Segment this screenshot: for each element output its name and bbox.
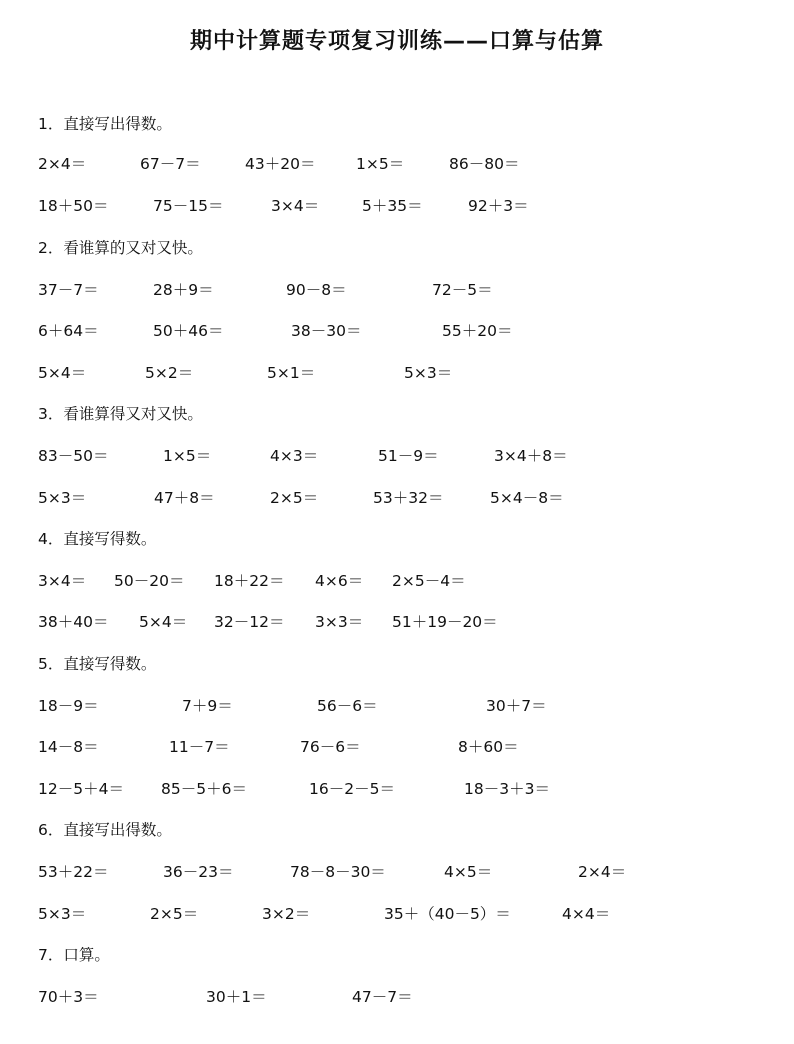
arithmetic-problem: 1×5＝ <box>163 447 212 465</box>
arithmetic-problem: 75－15＝ <box>153 197 224 215</box>
arithmetic-problem: 2×5－4＝ <box>392 572 466 590</box>
arithmetic-problem: 5＋35＝ <box>362 197 423 215</box>
arithmetic-problem: 2×5＝ <box>150 905 199 923</box>
arithmetic-problem: 78－8－30＝ <box>290 863 386 881</box>
problem-row <box>0 735 794 759</box>
arithmetic-problem: 5×3＝ <box>404 364 453 382</box>
section-heading <box>0 652 794 676</box>
arithmetic-problem: 43＋20＝ <box>245 155 316 173</box>
arithmetic-problem: 47＋8＝ <box>154 489 215 507</box>
arithmetic-problem: 38＋40＝ <box>38 613 109 631</box>
problem-row <box>0 902 794 926</box>
arithmetic-problem: 5×3＝ <box>38 905 87 923</box>
section-heading <box>0 527 794 551</box>
problem-row <box>0 860 794 884</box>
section-heading <box>0 402 794 426</box>
arithmetic-problem: 53＋22＝ <box>38 863 109 881</box>
section-heading-text: 6．直接写出得数。 <box>38 821 172 839</box>
arithmetic-problem: 51－9＝ <box>378 447 439 465</box>
arithmetic-problem: 56－6＝ <box>317 697 378 715</box>
worksheet-title: 期中计算题专项复习训练——口算与估算 <box>189 29 604 54</box>
section-heading <box>0 236 794 260</box>
arithmetic-problem: 32－12＝ <box>214 613 285 631</box>
section-heading-text: 5．直接写得数。 <box>38 655 157 673</box>
arithmetic-problem: 83－50＝ <box>38 447 109 465</box>
problem-row <box>0 610 794 634</box>
arithmetic-problem: 1×5＝ <box>356 155 405 173</box>
section-heading <box>0 818 794 842</box>
arithmetic-problem: 4×4＝ <box>562 905 611 923</box>
arithmetic-problem: 3×4＝ <box>271 197 320 215</box>
arithmetic-problem: 55＋20＝ <box>442 322 513 340</box>
arithmetic-problem: 5×4＝ <box>38 364 87 382</box>
arithmetic-problem: 2×4＝ <box>578 863 627 881</box>
arithmetic-problem: 2×5＝ <box>270 489 319 507</box>
arithmetic-problem: 18－3＋3＝ <box>464 780 550 798</box>
arithmetic-problem: 36－23＝ <box>163 863 234 881</box>
arithmetic-problem: 3×4＝ <box>38 572 87 590</box>
arithmetic-problem: 18－9＝ <box>38 697 99 715</box>
arithmetic-problem: 37－7＝ <box>38 281 99 299</box>
arithmetic-problem: 5×2＝ <box>145 364 194 382</box>
problem-row <box>0 694 794 718</box>
arithmetic-problem: 53＋32＝ <box>373 489 444 507</box>
arithmetic-problem: 6＋64＝ <box>38 322 99 340</box>
problem-row <box>0 486 794 510</box>
arithmetic-problem: 85－5＋6＝ <box>161 780 247 798</box>
arithmetic-problem: 5×4－8＝ <box>490 489 564 507</box>
problem-row <box>0 278 794 302</box>
problem-row <box>0 569 794 593</box>
arithmetic-problem: 3×2＝ <box>262 905 311 923</box>
problem-row <box>0 152 794 176</box>
section-heading-text: 4．直接写得数。 <box>38 530 157 548</box>
arithmetic-problem: 11－7＝ <box>169 738 230 756</box>
section-heading-text: 7．口算。 <box>38 946 110 964</box>
arithmetic-problem: 30＋7＝ <box>486 697 547 715</box>
arithmetic-problem: 16－2－5＝ <box>309 780 395 798</box>
arithmetic-problem: 5×4＝ <box>139 613 188 631</box>
problem-row <box>0 777 794 801</box>
arithmetic-problem: 50－20＝ <box>114 572 185 590</box>
arithmetic-problem: 92＋3＝ <box>468 197 529 215</box>
arithmetic-problem: 7＋9＝ <box>182 697 233 715</box>
problem-row <box>0 194 794 218</box>
arithmetic-problem: 12－5＋4＝ <box>38 780 124 798</box>
arithmetic-problem: 2×4＝ <box>38 155 87 173</box>
arithmetic-problem: 67－7＝ <box>140 155 201 173</box>
arithmetic-problem: 51＋19－20＝ <box>392 613 498 631</box>
section-heading <box>0 943 794 967</box>
arithmetic-problem: 47－7＝ <box>352 988 413 1006</box>
arithmetic-problem: 18＋22＝ <box>214 572 285 590</box>
arithmetic-problem: 8＋60＝ <box>458 738 519 756</box>
arithmetic-problem: 3×3＝ <box>315 613 364 631</box>
arithmetic-problem: 4×3＝ <box>270 447 319 465</box>
arithmetic-problem: 70＋3＝ <box>38 988 99 1006</box>
arithmetic-problem: 76－6＝ <box>300 738 361 756</box>
arithmetic-problem: 38－30＝ <box>291 322 362 340</box>
problem-row <box>0 444 794 468</box>
arithmetic-problem: 18＋50＝ <box>38 197 109 215</box>
arithmetic-problem: 5×3＝ <box>38 489 87 507</box>
arithmetic-problem: 50＋46＝ <box>153 322 224 340</box>
section-heading-text: 3．看谁算得又对又快。 <box>38 405 203 423</box>
arithmetic-problem: 4×5＝ <box>444 863 493 881</box>
section-heading-text: 1．直接写出得数。 <box>38 115 172 133</box>
problem-row <box>0 361 794 385</box>
section-heading-text: 2．看谁算的又对又快。 <box>38 239 203 257</box>
arithmetic-problem: 90－8＝ <box>286 281 347 299</box>
problem-row <box>0 985 794 1009</box>
arithmetic-problem: 3×4＋8＝ <box>494 447 568 465</box>
arithmetic-problem: 72－5＝ <box>432 281 493 299</box>
arithmetic-problem: 4×6＝ <box>315 572 364 590</box>
arithmetic-problem: 30＋1＝ <box>206 988 267 1006</box>
arithmetic-problem: 5×1＝ <box>267 364 316 382</box>
arithmetic-problem: 28＋9＝ <box>153 281 214 299</box>
problem-row <box>0 319 794 343</box>
section-heading <box>0 112 794 136</box>
arithmetic-problem: 86－80＝ <box>449 155 520 173</box>
arithmetic-problem: 14－8＝ <box>38 738 99 756</box>
arithmetic-problem: 35＋（40－5）＝ <box>384 905 511 923</box>
